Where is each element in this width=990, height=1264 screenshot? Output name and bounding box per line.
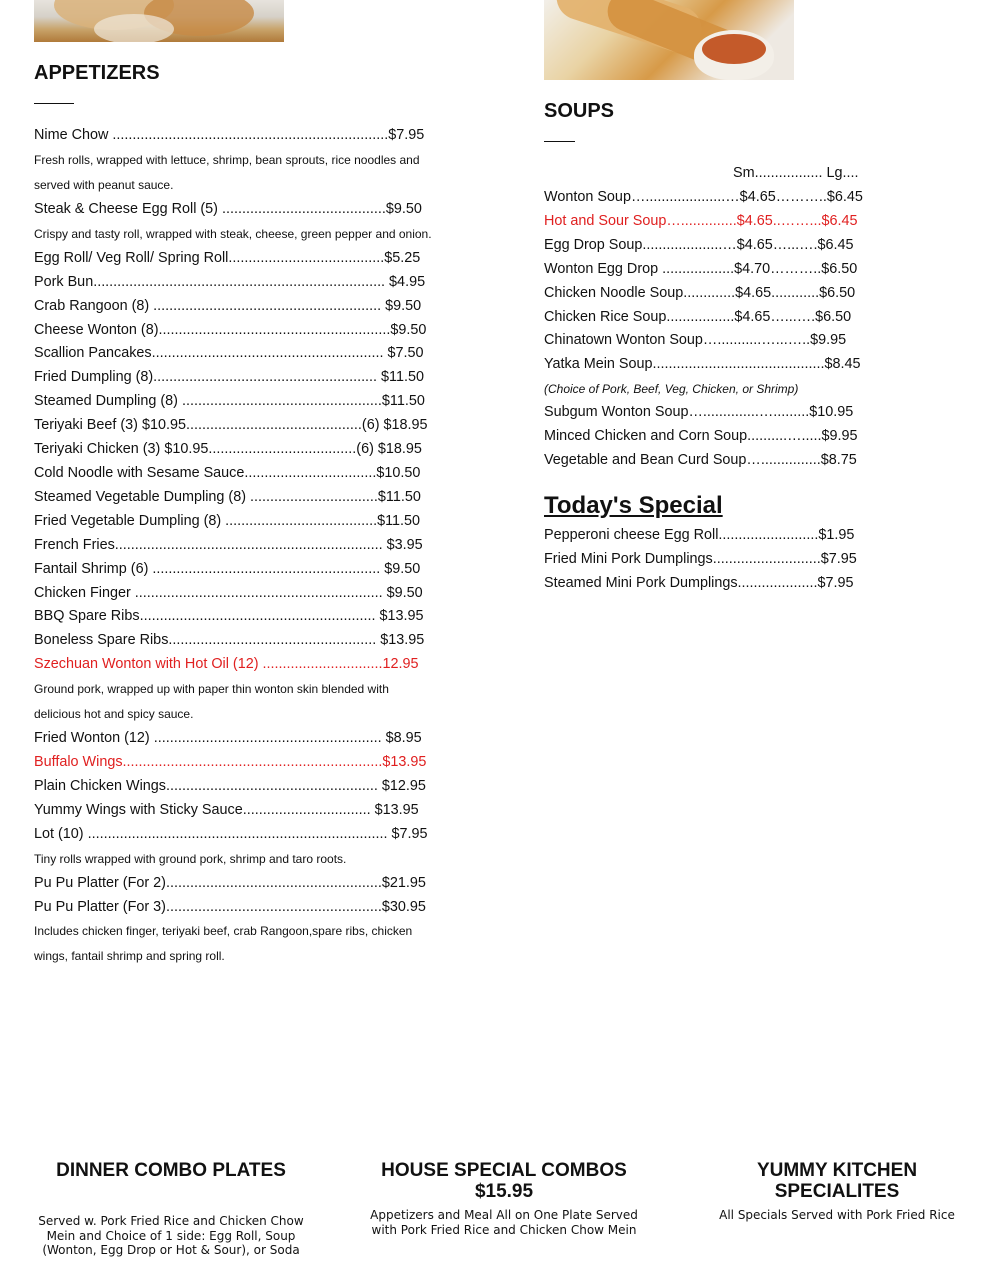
- appetizer-item: Yummy Wings with Sticky Sauce................................ $13.95: [34, 801, 419, 818]
- house-special-section: [364, 1160, 644, 1237]
- appetizer-item: Crab Rangoon (8) ......................................................... $9.50: [34, 297, 422, 314]
- appetizers-list: [34, 124, 434, 969]
- soup-item: Hot and Sour Soup…..............$4.65..……...$6.45: [544, 212, 858, 229]
- appetizer-item: Steamed Vegetable Dumpling (8) ................................$11.50: [34, 488, 421, 505]
- appetizer-item: Steamed Dumpling (8) ..................................................$11.50: [34, 393, 425, 410]
- appetizer-item: Egg Roll/ Veg Roll/ Spring Roll.......................................$5.25: [34, 249, 421, 266]
- appetizer-item: Plain Chicken Wings..................................................... $12.95: [34, 777, 426, 794]
- soups-heading: SOUPS: [544, 100, 615, 122]
- appetizer-item: Pu Pu Platter (For 2)......................................................$21.95: [34, 874, 426, 891]
- appetizer-item: Cold Noodle with Sesame Sauce.................................$10.50: [34, 464, 421, 481]
- soup-item: Chicken Noodle Soup.............$4.65............$6.50: [544, 284, 856, 301]
- appetizer-item: Pork Bun......................................................................... $4.95: [34, 273, 426, 290]
- appetizer-item: BBQ Spare Ribs........................................................... $13.95: [34, 608, 424, 625]
- soup-note: (Choice of Pork, Beef, Veg, Chicken, or Shrimp): [544, 382, 799, 397]
- soup-item: Chicken Rice Soup.................$4.65…...….$6.50: [544, 308, 852, 325]
- egg-rolls-photo: [544, 0, 794, 80]
- appetizers-heading: APPETIZERS: [34, 62, 160, 84]
- yummy-specialites-desc: All Specials Served with Pork Fried Rice: [719, 1208, 955, 1222]
- dinner-combo-title: DINNER COMBO PLATES: [56, 1160, 286, 1181]
- soups-divider: [544, 141, 575, 142]
- appetizer-item: Fried Wonton (12) ......................................................... $8.95: [34, 730, 422, 747]
- appetizer-item: Boneless Spare Ribs.................................................... $13.95: [34, 632, 425, 649]
- dumplings-photo: [34, 0, 284, 42]
- yummy-specialites-title: YUMMY KITCHEN SPECIALITES: [756, 1160, 918, 1202]
- appetizer-item: Fantail Shrimp (6) ......................................................... $9.50: [34, 560, 421, 577]
- appetizer-item: Cheese Wonton (8)..........................................................$9.50: [34, 321, 427, 338]
- appetizer-note: Ground pork, wrapped up with paper thin wonton skin blended with delicious hot and spicy sauce.: [34, 682, 389, 722]
- appetizers-divider: [34, 103, 74, 104]
- special-item: Steamed Mini Pork Dumplings....................$7.95: [544, 574, 854, 591]
- house-special-desc: Appetizers and Meal All on One Plate Served with Pork Fried Rice and Chicken Chow Mein: [370, 1208, 638, 1237]
- special-item: Fried Mini Pork Dumplings...........................$7.95: [544, 550, 857, 567]
- soup-item: Wonton Egg Drop ..................$4.70………..$6.50: [544, 260, 858, 277]
- appetizer-item: Buffalo Wings.................................................................$13.95: [34, 754, 427, 771]
- appetizer-note: Crispy and tasty roll, wrapped with steak, cheese, green pepper and onion.: [34, 226, 432, 241]
- appetizer-item: French Fries................................................................... $3.95: [34, 536, 423, 553]
- appetizer-item: Pu Pu Platter (For 3)......................................................$30.95: [34, 898, 426, 915]
- appetizer-item: Steak & Cheese Egg Roll (5) .........................................$9.50: [34, 200, 422, 217]
- appetizer-item: Teriyaki Beef (3) $10.95............................................(6) $18.95: [34, 417, 428, 434]
- soup-size-header: Sm................. Lg....: [733, 165, 859, 181]
- appetizer-item: Fried Dumpling (8)........................................................ $11.50: [34, 369, 425, 386]
- soup-item: Subgum Wonton Soup…..............….........$10.95: [544, 404, 854, 421]
- appetizer-item: Nime Chow .....................................................................$7.95: [34, 127, 425, 143]
- appetizer-note: Tiny rolls wrapped with ground pork, shrimp and taro roots.: [34, 851, 347, 866]
- special-list: [544, 524, 944, 596]
- appetizer-item: Scallion Pancakes.......................................................... $7.50: [34, 345, 424, 362]
- appetizer-item: Fried Vegetable Dumpling (8) ......................................$11.50: [34, 512, 421, 529]
- appetizer-note: Fresh rolls, wrapped with lettuce, shrimp, bean sprouts, rice noodles and served with peanut sauce.: [34, 152, 420, 192]
- appetizer-item: Teriyaki Chicken (3) $10.95.....................................(6) $18.95: [34, 441, 422, 458]
- appetizer-item: Szechuan Wonton with Hot Oil (12) ..............................12.95: [34, 656, 419, 673]
- appetizer-note: Includes chicken finger, teriyaki beef, crab Rangoon,spare ribs, chicken wings, fantail shrimp and spring roll.: [34, 924, 413, 964]
- house-special-title: HOUSE SPECIAL COMBOS: [381, 1160, 627, 1181]
- soup-item: Chinatown Wonton Soup…...........…...…..$9.95: [544, 332, 847, 349]
- todays-special-heading: Today's Special: [544, 492, 723, 519]
- soups-list: [544, 186, 944, 473]
- appetizer-item: Chicken Finger .............................................................. $9.50: [34, 584, 423, 601]
- soup-item: Wonton Soup…....................…$4.65………..$6.45: [544, 189, 863, 205]
- dinner-combo-section: [30, 1160, 312, 1258]
- special-item: Pepperoni cheese Egg Roll.........................$1.95: [544, 527, 855, 543]
- soup-item: Minced Chicken and Corn Soup..........….....$9.95: [544, 428, 858, 445]
- soup-item: Vegetable and Bean Curd Soup…...............$8.75: [544, 452, 857, 469]
- appetizer-item: Lot (10) ........................................................................... $7.95: [34, 825, 428, 842]
- soup-item: Egg Drop Soup....................…$4.65…...….$6.45: [544, 236, 854, 253]
- house-special-price: $15.95: [474, 1181, 534, 1202]
- soup-item: Yatka Mein Soup...........................................$8.45: [544, 356, 861, 373]
- yummy-specialites-section: [712, 1160, 962, 1223]
- dinner-combo-desc: Served w. Pork Fried Rice and Chicken Chow Mein and Choice of 1 side: Egg Roll, Soup (Wonton, Egg Drop or Hot & Sour), or Soda: [38, 1214, 304, 1257]
